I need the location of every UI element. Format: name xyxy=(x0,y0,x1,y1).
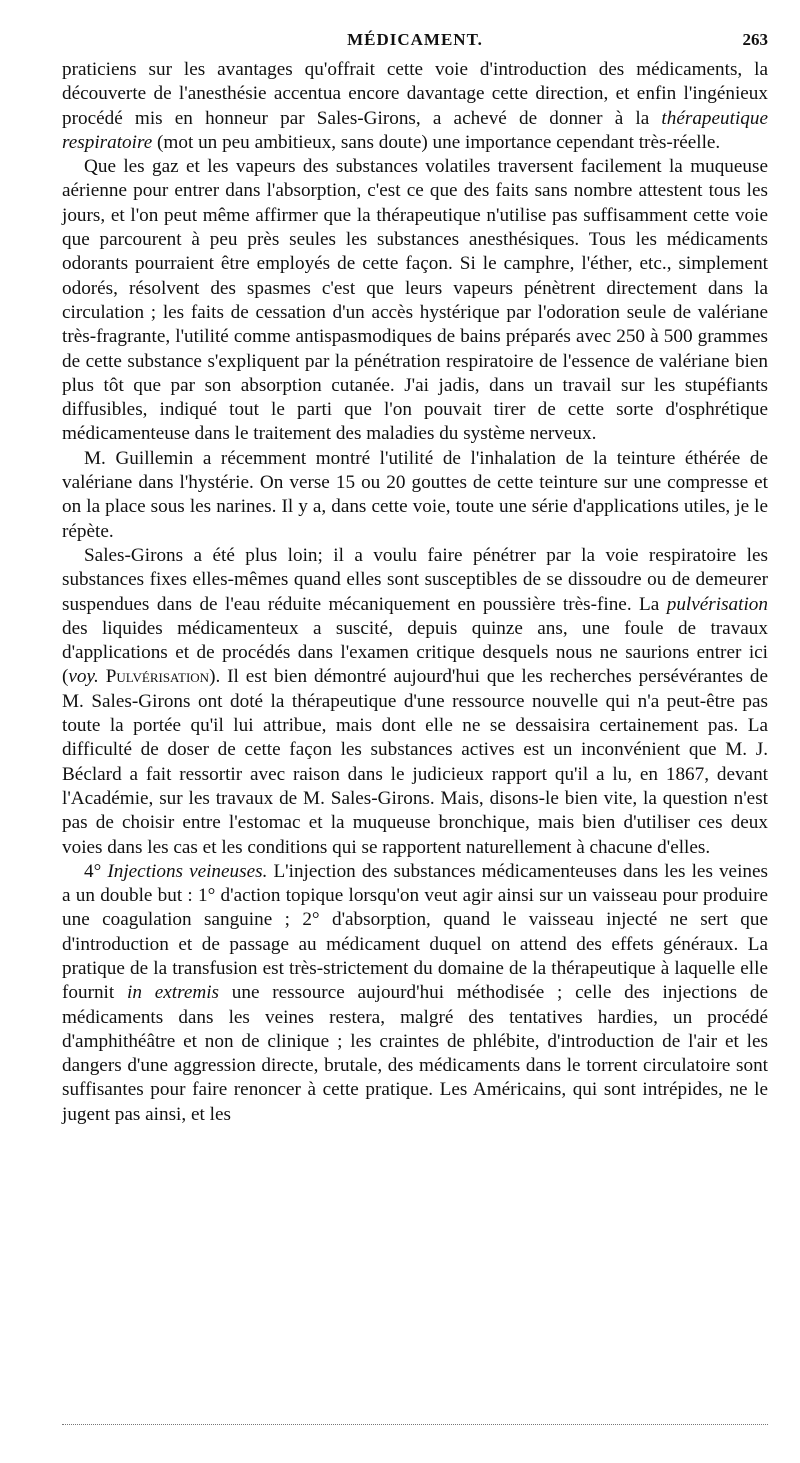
text-run: Que les gaz et les vapeurs des substances volatiles traversent facilement la muqueuse aérienne pour entrer dans l'absorption, c'est ce que des faits sans nombre attestent tous les jours, et l'on peut même affirmer que la thérapeutique n'utilise pas suffisamment cette voie que parcourent à peu près seules les substances anesthésiques. Tous les médicaments odorants pourraient être employés de cette façon. Si le camphre, l'éther, etc., simplement odorés, résolvent des spasmes c'est que leurs vapeurs pénètrent directement dans la circulation ; les faits de cessation d'un accès hystérique par l'odoration seule de valériane très-fragrante, l'utilité comme antispasmodiques de bains préparés avec 250 à 500 grammes de cette substance s'expliquent par la pénétration respiratoire de l'essence de valériane bien plus tôt que par son absorption cutanée. J'ai jadis, dans un travail sur les stupéfiants diffusibles, indiqué tout le parti que l'on pouvait tirer de cette sorte d'osphrétique médicamenteuse dans le traitement des maladies du système nerveux. xyxy=(62,156,768,445)
running-title: MÉDICAMENT. xyxy=(347,30,483,49)
paragraph-3 xyxy=(62,447,768,544)
running-header xyxy=(62,30,768,58)
italic-term: voy. xyxy=(68,666,99,688)
page-number: 263 xyxy=(742,30,768,49)
paragraph-5 xyxy=(62,860,768,1127)
text-run: des liquides médicamenteux a suscité, depuis quinze ans, une foule de travaux d'applications et de procédés dans l'examen critique desquels nous ne saurions entrer ici ( xyxy=(62,617,768,688)
footer-rule xyxy=(62,1424,768,1425)
document-page xyxy=(62,30,768,1127)
text-run: Sales-Girons a été plus loin; il a voulu faire pénétrer par la voie respiratoire les substances fixes elles-mêmes quand elles sont susceptibles de se dissoudre ou de demeurer suspendues dans de l'eau réduite mécaniquement en poussière très-fine. La xyxy=(62,544,768,615)
paragraph-2 xyxy=(62,155,768,447)
text-run: M. Guillemin a récemment montré l'utilité de l'inhalation de la teinture éthérée de valériane dans l'hystérie. On verse 15 ou 20 gouttes de cette teinture sur une compresse et on la place sous les narines. Il y a, dans cette voie, toute une série d'applications utiles, je le répète. xyxy=(62,447,768,542)
cross-reference: Pulvérisation xyxy=(105,666,210,688)
text-run: praticiens sur les avantages qu'offrait cette voie d'introduction des médicaments, la découverte de l'anesthésie accentua encore davantage cette direction, et enfin l'ingénieux procédé mis en honneur par Sales-Girons, a achevé de donner à la xyxy=(62,59,768,129)
text-run: (mot un peu ambitieux, sans doute) une importance cependant très-réelle. xyxy=(152,131,721,153)
text-run xyxy=(99,666,106,687)
body-text xyxy=(62,58,768,1127)
text-run: ). Il est bien démontré aujourd'hui que les recherches persévérantes de M. Sales-Girons ont doté la thérapeutique d'une ressource nouvelle qui n'a peut-être pas toute la portée qu'il lui attribue, mais dont elle ne se dessaisira certainement pas. La difficulté de doser de cette façon les substances actives est un inconvénient que M. J. Béclard a fait ressortir avec raison dans le judicieux rapport qu'il a lu, en 1867, devant l'Académie, sur les travaux de M. Sales-Girons. Mais, disons-le bien vite, la question n'est pas de choisir entre l'estomac et la muqueuse bronchique, mais bien d'utiliser ces deux voies dans les cas et les conditions qui se rapportent naturellement à chacune d'elles. xyxy=(62,666,769,858)
paragraph-1 xyxy=(62,58,768,155)
text-run: L'injection des substances médicamenteuses dans les les veines a un double but : 1° d'action topique lorsqu'on veut agir ainsi sur un vaisseau pour produire une coagulation sanguine ; 2° d'absorption, quand le vaisseau injecté ne sert que d'introduction et de passage au médicament duquel on attend des effets généraux. La pratique de la transfusion est très-strictement du domaine de la thérapeutique à laquelle elle fournit xyxy=(62,860,768,1004)
italic-term: thérapeutique respiratoire xyxy=(62,107,768,153)
text-run: une ressource aujourd'hui méthodisée ; celle des injections de médicaments dans les veines restera, malgré des tentatives hardies, un procédé d'amphithéâtre et non de clinique ; les craintes de phlébite, d'introduction de l'air et les dangers d'une aggression directe, brutale, des médicaments dans le torrent circulatoire sont suffisantes pour faire renoncer à cette pratique. Les Américains, qui sont intrépides, ne le jugent pas ainsi, et les xyxy=(62,982,768,1125)
italic-term: pulvérisation xyxy=(666,593,768,615)
paragraph-4 xyxy=(62,544,768,860)
section-heading: Injections veineuses. xyxy=(107,860,268,882)
italic-term: in extremis xyxy=(127,982,220,1004)
text-run: 4° xyxy=(84,860,108,882)
